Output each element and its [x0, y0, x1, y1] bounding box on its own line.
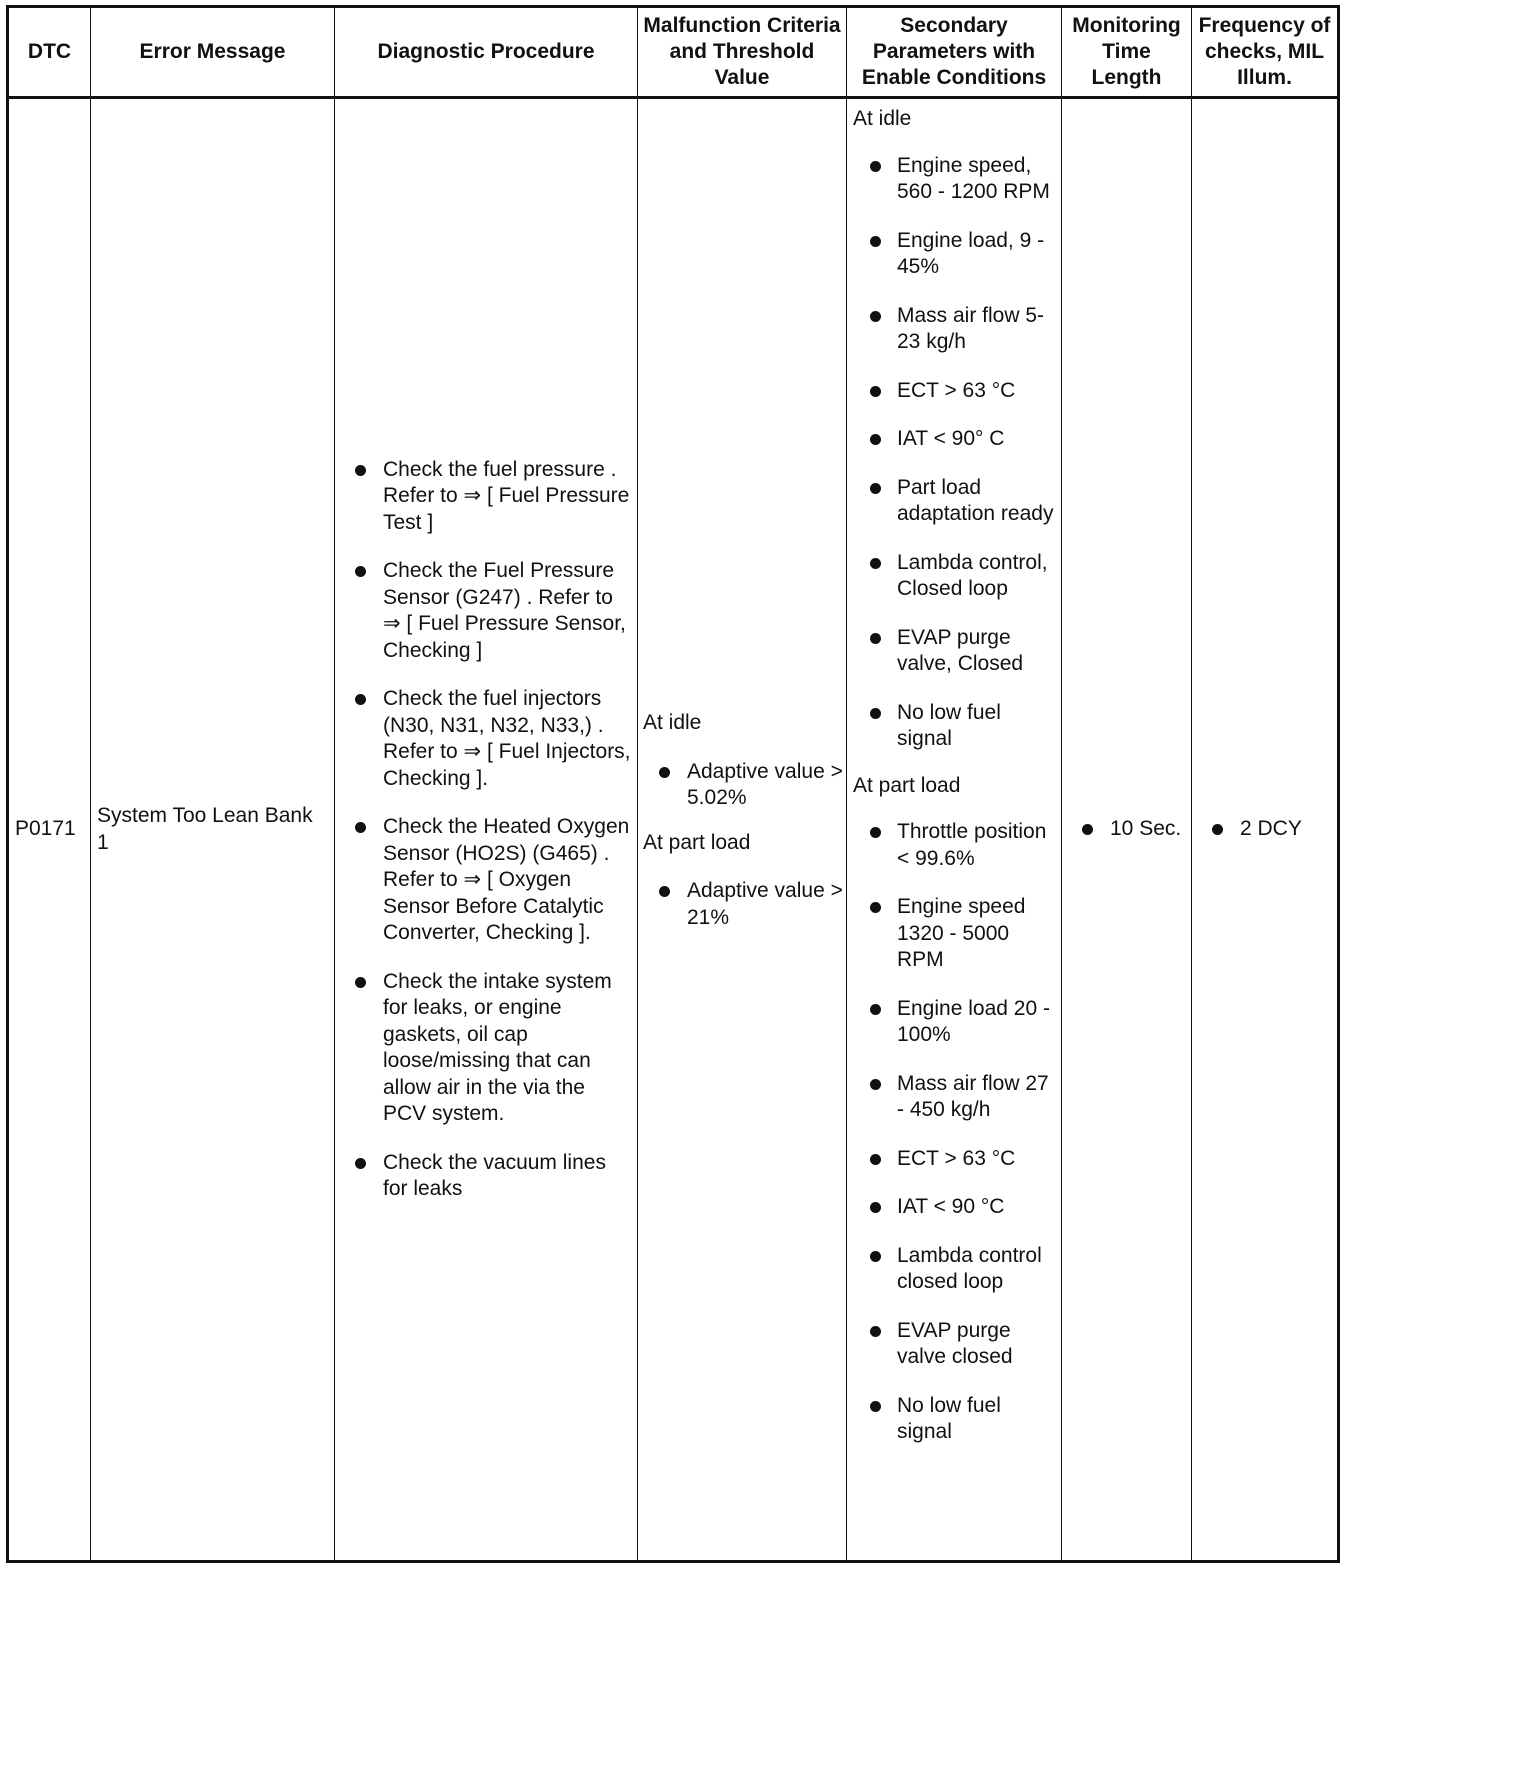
secondary-idle-label: At idle [853, 107, 912, 130]
secondary-idle-list [853, 153, 1055, 753]
criteria-idle-value: Adaptive value > 5.02% [687, 759, 846, 812]
secondary-idle-item: ECT > 63 °C [897, 378, 1055, 405]
secondary-idle-item: EVAP purge valve, Closed [897, 625, 1055, 678]
criteria-part-load-value: Adaptive value > 21% [687, 878, 846, 931]
procedure-item: Check the vacuum lines for leaks [383, 1150, 631, 1203]
secondary-part-load-list [853, 819, 1055, 1446]
criteria-part-load-list [643, 878, 846, 931]
criteria-idle-label: At idle [643, 711, 702, 734]
secondary-idle-item: Engine speed, 560 - 1200 RPM [897, 153, 1055, 206]
secondary-part-load-item: Mass air flow 27 - 450 kg/h [897, 1071, 1055, 1124]
header-malfunction-criteria: Malfunction Criteria and Threshold Value [638, 7, 847, 98]
table-row [8, 98, 1339, 1562]
monitoring-time-cell [1062, 98, 1192, 1562]
secondary-part-load-item: No low fuel signal [897, 1393, 1055, 1446]
secondary-idle-item: No low fuel signal [897, 700, 1055, 753]
monitoring-time-list [1062, 816, 1191, 843]
secondary-part-load-label: At part load [853, 773, 961, 797]
diagnostic-table [6, 5, 1340, 1563]
dtc-code: P0171 [8, 98, 91, 1562]
frequency-value: 2 DCY [1240, 816, 1337, 843]
secondary-parameters-cell [847, 98, 1062, 1562]
procedure-item: Check the fuel injectors (N30, N31, N32, N33,) . Refer to ⇒ [ Fuel Injectors, Checking ]. [383, 686, 631, 792]
diagnostic-procedure-cell [335, 98, 638, 1562]
secondary-idle-item: Lambda control, Closed loop [897, 550, 1055, 603]
procedure-item: Check the intake system for leaks, or engine gaskets, oil cap loose/missing that can allow air in the via the PCV system. [383, 969, 631, 1128]
secondary-idle-item: Engine load, 9 - 45% [897, 228, 1055, 281]
secondary-idle-item: Mass air flow 5-23 kg/h [897, 303, 1055, 356]
malfunction-criteria-cell [638, 98, 847, 1562]
procedure-item: Check the Fuel Pressure Sensor (G247) . Refer to ⇒ [ Fuel Pressure Sensor, Checking ] [383, 558, 631, 664]
header-dtc: DTC [8, 7, 91, 98]
monitoring-time-value: 10 Sec. [1110, 816, 1191, 843]
procedure-item: Check the fuel pressure . Refer to ⇒ [ Fuel Pressure Test ] [383, 457, 631, 537]
header-monitoring-time: Monitoring Time Length [1062, 7, 1192, 98]
header-error-message: Error Message [91, 7, 335, 98]
secondary-part-load-item: Throttle position < 99.6% [897, 819, 1055, 872]
secondary-part-load-item: Engine load 20 - 100% [897, 996, 1055, 1049]
header-diagnostic-procedure: Diagnostic Procedure [335, 7, 638, 98]
procedure-item: Check the Heated Oxygen Sensor (HO2S) (G465) . Refer to ⇒ [ Oxygen Sensor Before Catalytic Converter, Checking ]. [383, 814, 631, 947]
procedure-list [335, 457, 637, 1203]
header-secondary-parameters: Secondary Parameters with Enable Conditions [847, 7, 1062, 98]
error-message: System Too Lean Bank 1 [91, 98, 335, 1562]
criteria-part-load-label: At part load [643, 830, 751, 854]
frequency-list [1192, 816, 1337, 843]
secondary-part-load-item: IAT < 90 °C [897, 1194, 1055, 1221]
secondary-part-load-item: ECT > 63 °C [897, 1146, 1055, 1173]
criteria-idle-list [643, 759, 846, 812]
secondary-idle-item: Part load adaptation ready [897, 475, 1055, 528]
secondary-part-load-item: Lambda control closed loop [897, 1243, 1055, 1296]
secondary-part-load-item: Engine speed 1320 - 5000 RPM [897, 894, 1055, 974]
secondary-idle-item: IAT < 90° C [897, 426, 1055, 453]
frequency-cell [1192, 98, 1339, 1562]
secondary-part-load-item: EVAP purge valve closed [897, 1318, 1055, 1371]
header-frequency: Frequency of checks, MIL Illum. [1192, 7, 1339, 98]
header-row [8, 7, 1339, 98]
